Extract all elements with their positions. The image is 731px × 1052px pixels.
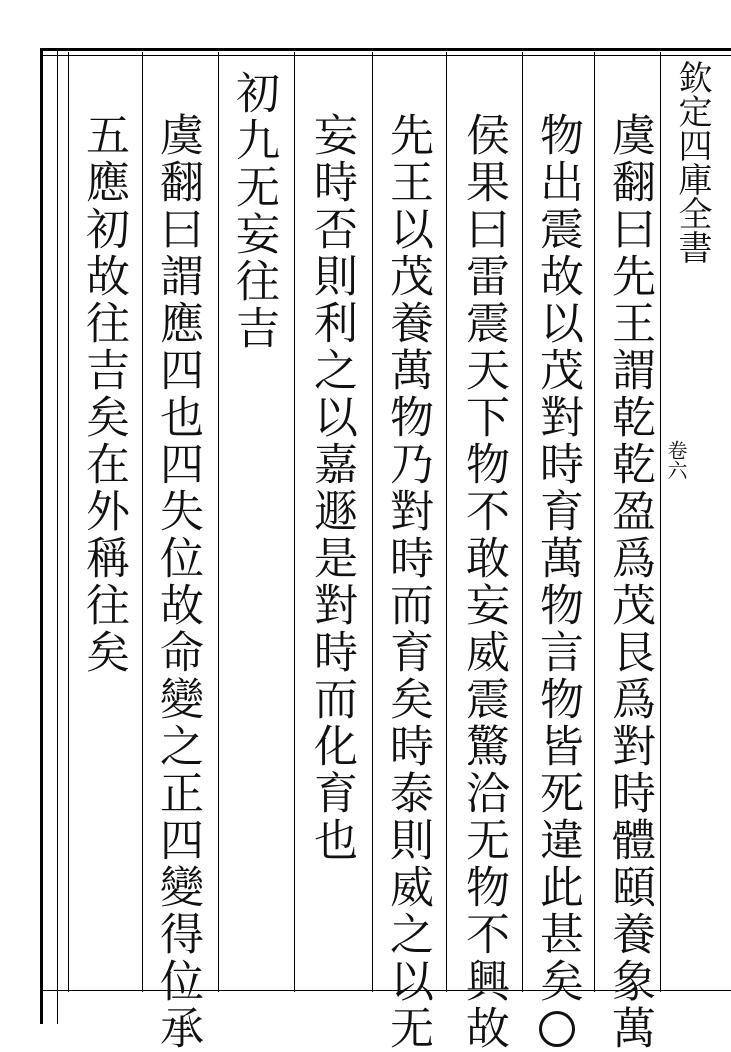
frame-left-border <box>40 48 58 1024</box>
column-rule <box>594 52 595 992</box>
margin-volume-label: 卷六 <box>664 440 688 480</box>
text-column-7: 虞翻曰謂應四也四失位故命變之正四變得位承 <box>152 112 203 1052</box>
column-rule <box>218 52 219 992</box>
column-rule <box>372 52 373 992</box>
text-column-2: 物出震故以茂對時育萬物言物皆死違此甚矣 <box>532 112 582 992</box>
text-column-3: 侯果曰雷震天下物不敢妄威震驚洽无物不興故 <box>458 112 509 1052</box>
column-rule <box>68 52 69 992</box>
text-column-8: 五應初故往吉矣在外稱往矣 <box>78 112 129 676</box>
text-column-6: 初九无妄往吉 <box>228 70 279 352</box>
text-column-4: 先王以茂養萬物乃對時而育矣時泰則威之以无 <box>382 112 433 1052</box>
circle-mark <box>539 1011 575 1047</box>
column-rule <box>522 52 523 992</box>
frame-top-border <box>40 48 731 56</box>
text-column-5: 妄時否則利之以嘉遯是對時而化育也 <box>306 112 357 864</box>
text-column-1: 虞翻曰先王謂乾乾盈爲茂艮爲對時體頤養象萬 <box>604 112 655 1052</box>
margin-title: 欽定四庫全書 <box>672 60 712 264</box>
column-rule <box>142 52 143 992</box>
column-rule <box>446 52 447 992</box>
column-rule <box>294 52 295 992</box>
